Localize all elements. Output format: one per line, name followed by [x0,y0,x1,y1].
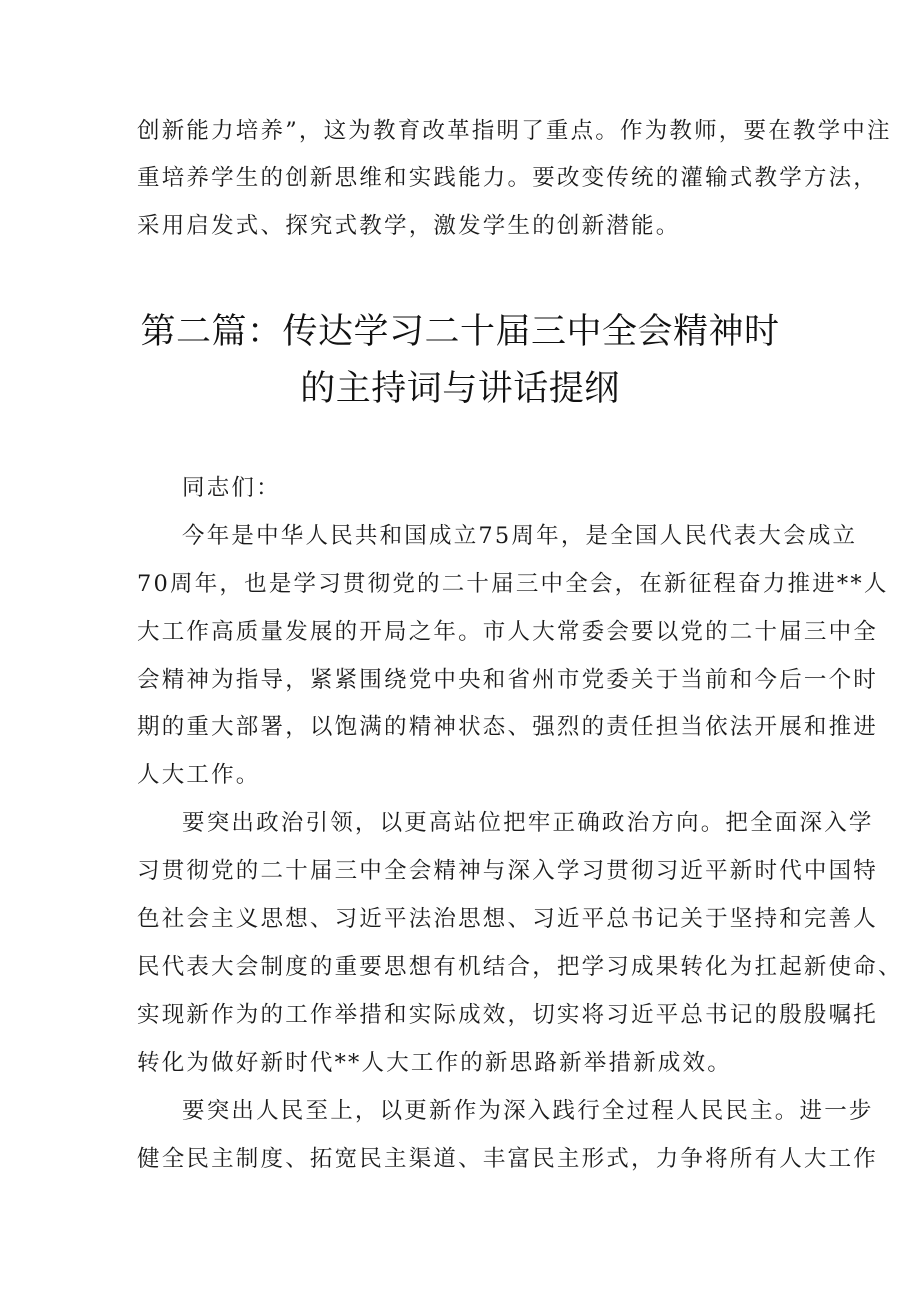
text-line: 期的重大部署，以饱满的精神状态、强烈的责任担当依法开展和推进 [137,714,879,740]
text-line: 今年是中华人民共和国成立75周年，是全国人民代表大会成立 [182,523,858,549]
text-line: 习贯彻党的二十届三中全会精神与深入学习贯彻习近平新时代中国特 [137,858,879,884]
text-line: 要突出人民至上，以更新作为深入践行全过程人民民主。进一步 [182,1098,874,1124]
text-line: 创新能力培养”，这为教育改革指明了重点。作为教师，要在教学中注 [137,118,892,144]
text-line: 人大工作。 [137,762,261,788]
text-line: 实现新作为的工作举措和实际成效，切实将习近平总书记的殷殷嘱托 [137,1002,879,1028]
text-line: 要突出政治引领，以更高站位把牢正确政治方向。把全面深入学 [182,810,874,836]
text-line: 色社会主义思想、习近平法治思想、习近平总书记关于坚持和完善人 [137,906,879,932]
text-line: 会精神为指导，紧紧围绕党中央和省州市党委关于当前和今后一个时 [137,667,879,693]
text-line: 健全民主制度、拓宽民主渠道、丰富民主形式，力争将所有人大工作 [137,1146,879,1172]
text-line: 70周年，也是学习贯彻党的二十届三中全会，在新征程奋力推进**人 [137,571,889,597]
salutation: 同志们： [182,475,281,501]
text-line: 采用启发式、探究式教学，激发学生的创新潜能。 [137,213,681,239]
text-line: 民代表大会制度的重要思想有机结合，把学习成果转化为扛起新使命、 [137,954,903,980]
text-line: 重培养学生的创新思维和实践能力。要改变传统的灌输式教学方法， [137,165,879,191]
text-line: 转化为做好新时代**人大工作的新思路新举措新成效。 [137,1050,733,1076]
title-line: 第二篇：传达学习二十届三中全会精神时 [140,312,780,352]
title-line: 的主持词与讲话提纲 [300,369,620,409]
text-line: 大工作高质量发展的开局之年。市人大常委会要以党的二十届三中全 [137,619,879,645]
